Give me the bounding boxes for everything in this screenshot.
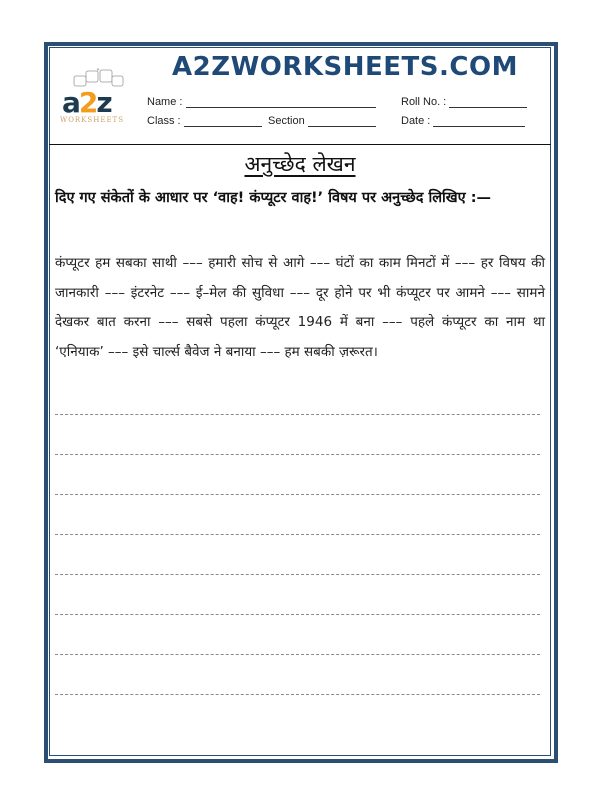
header-divider [49, 144, 551, 145]
writing-line[interactable] [55, 454, 540, 455]
writing-line[interactable] [55, 574, 540, 575]
date-blank[interactable] [433, 116, 525, 127]
writing-line[interactable] [55, 494, 540, 495]
writing-line[interactable] [55, 654, 540, 655]
a2z-logo-icon [58, 68, 138, 124]
section-blank[interactable] [308, 116, 376, 127]
writing-line[interactable] [55, 694, 540, 695]
writing-line[interactable] [55, 614, 540, 615]
class-blank[interactable] [184, 116, 262, 127]
roll-no-field[interactable] [401, 96, 527, 108]
name-blank[interactable] [186, 97, 376, 108]
section-label: Section [268, 115, 305, 127]
roll-no-blank[interactable] [449, 97, 527, 108]
roll-no-label: Roll No. : [401, 96, 447, 108]
writing-line[interactable] [55, 534, 540, 535]
site-title: A2ZWORKSHEETS.COM [172, 52, 518, 82]
section-field[interactable] [268, 115, 376, 127]
hint-paragraph: कंप्यूटर हम सबका साथी ––– हमारी सोच से आगे ––– घंटों का काम मिनटों में ––– हर विषय की जानकारी ––– इंटरनेट ––– ई–मेल की सुविधा ––– दूर होने पर भी कंप्यूटर पर आमने ––– सामने देखकर बात करना ––– सबसे पहला कंप्यूटर 1946 में बना ––– पहले कंप्यूटर का नाम था ‘एनियाक’ ––– इसे चार्ल्स बैवेज ने बनाया ––– हम सबकी ज़रूरत। [55, 255, 545, 360]
name-field[interactable] [147, 96, 376, 108]
worksheet-heading: अनुच्छेद लेखन [244, 152, 356, 176]
class-label: Class : [147, 115, 181, 127]
worksheet-instruction: दिए गए संकेतों के आधार पर ‘वाह! कंप्यूटर वाह!’ विषय पर अनुच्छेद लिखिए :— [55, 190, 492, 206]
name-label: Name : [147, 96, 183, 108]
class-field[interactable] [147, 115, 262, 127]
date-label: Date : [401, 115, 431, 127]
logo-subtitle: WORKSHEETS [60, 116, 125, 124]
writing-line[interactable] [55, 414, 540, 415]
date-field[interactable] [401, 115, 525, 127]
logo-mark: a2z [62, 86, 111, 119]
